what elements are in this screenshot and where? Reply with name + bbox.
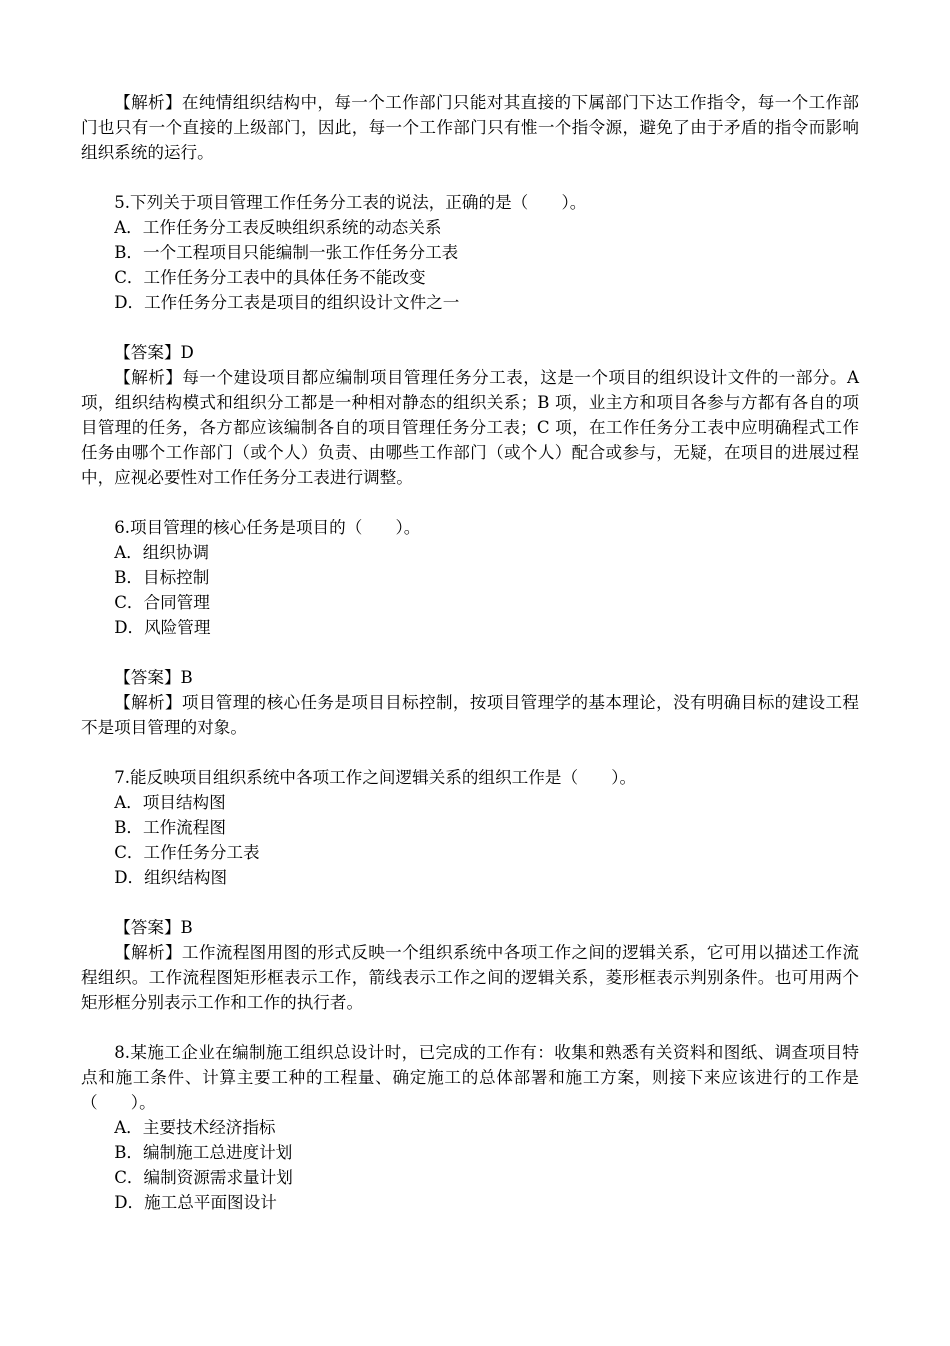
spacer bbox=[81, 490, 859, 515]
option-b: B．目标控制 bbox=[114, 568, 210, 587]
analysis-paragraph: 【解析】项目管理的核心任务是项目目标控制，按项目管理学的基本理论，没有明确目标的建设工程不是项目管理的对象。 bbox=[81, 693, 859, 737]
spacer bbox=[81, 1015, 859, 1040]
analysis-paragraph: 【解析】工作流程图用图的形式反映一个组织系统中各项工作之间的逻辑关系，它可用以描述工作流程组织。工作流程图矩形框表示工作，箭线表示工作之间的逻辑关系，菱形框表示判别条件。也可用两个矩形框分别表示工作和工作的执行者。 bbox=[81, 943, 859, 1012]
analysis-paragraph: 【解析】在纯情组织结构中，每一个工作部门只能对其直接的下属部门下达工作指令，每一个工作部门也只有一个直接的上级部门，因此，每一个工作部门只有惟一个指令源，避免了由于矛盾的指令而影响组织系统的运行。 bbox=[81, 93, 859, 162]
spacer bbox=[81, 315, 859, 340]
question-stem: 6.项目管理的核心任务是项目的（ ）。 bbox=[114, 518, 421, 537]
spacer bbox=[81, 740, 859, 765]
answer-label: 【答案】B bbox=[114, 918, 193, 937]
option-a: A．工作任务分工表反映组织系统的动态关系 bbox=[114, 218, 442, 237]
answer-label: 【答案】B bbox=[114, 668, 193, 687]
spacer bbox=[81, 890, 859, 915]
option-c: C．合同管理 bbox=[114, 593, 210, 612]
option-b: B．编制施工总进度计划 bbox=[114, 1143, 293, 1162]
answer-label: 【答案】D bbox=[114, 343, 194, 362]
option-b: B．工作流程图 bbox=[114, 818, 226, 837]
option-a: A．组织协调 bbox=[114, 543, 210, 562]
document-page bbox=[81, 90, 859, 1215]
option-c: C．编制资源需求量计划 bbox=[114, 1168, 293, 1187]
question-5 bbox=[81, 190, 859, 490]
question-stem: 5.下列关于项目管理工作任务分工表的说法，正确的是（ ）。 bbox=[114, 193, 587, 212]
option-c: C．工作任务分工表中的具体任务不能改变 bbox=[114, 268, 426, 287]
question-stem: 8.某施工企业在编制施工组织总设计时，已完成的工作有：收集和熟悉有关资料和图纸、调查项目特点和施工条件、计算主要工种的工程量、确定施工的总体部署和施工方案，则接下来应该进行的工作是（ ）。 bbox=[81, 1043, 859, 1112]
option-b: B．一个工程项目只能编制一张工作任务分工表 bbox=[114, 243, 459, 262]
question-stem: 7.能反映项目组织系统中各项工作之间逻辑关系的组织工作是（ ）。 bbox=[114, 768, 637, 787]
question-7 bbox=[81, 765, 859, 1015]
option-d: D．施工总平面图设计 bbox=[114, 1193, 277, 1212]
option-d: D．风险管理 bbox=[114, 618, 211, 637]
question-6 bbox=[81, 515, 859, 740]
option-a: A．项目结构图 bbox=[114, 793, 226, 812]
analysis-paragraph: 【解析】每一个建设项目都应编制项目管理任务分工表，这是一个项目的组织设计文件的一部分。A 项，组织结构模式和组织分工都是一种相对静态的组织关系；B 项，业主方和项目各参与方都有各自的项目管理的任务，各方都应该编制各自的项目管理任务分工表；C 项，在工作任务分工表中应明确程式工作任务由哪个工作部门（或个人）负责、由哪些工作部门（或个人）配合或参与，无疑，在项目的进展过程中，应视必要性对工作任务分工表进行调整。 bbox=[81, 368, 859, 487]
option-a: A．主要技术经济指标 bbox=[114, 1118, 276, 1137]
question-8 bbox=[81, 1040, 859, 1215]
option-d: D．工作任务分工表是项目的组织设计文件之一 bbox=[114, 293, 460, 312]
spacer bbox=[81, 640, 859, 665]
option-d: D．组织结构图 bbox=[114, 868, 228, 887]
spacer bbox=[81, 165, 859, 190]
option-c: C．工作任务分工表 bbox=[114, 843, 260, 862]
